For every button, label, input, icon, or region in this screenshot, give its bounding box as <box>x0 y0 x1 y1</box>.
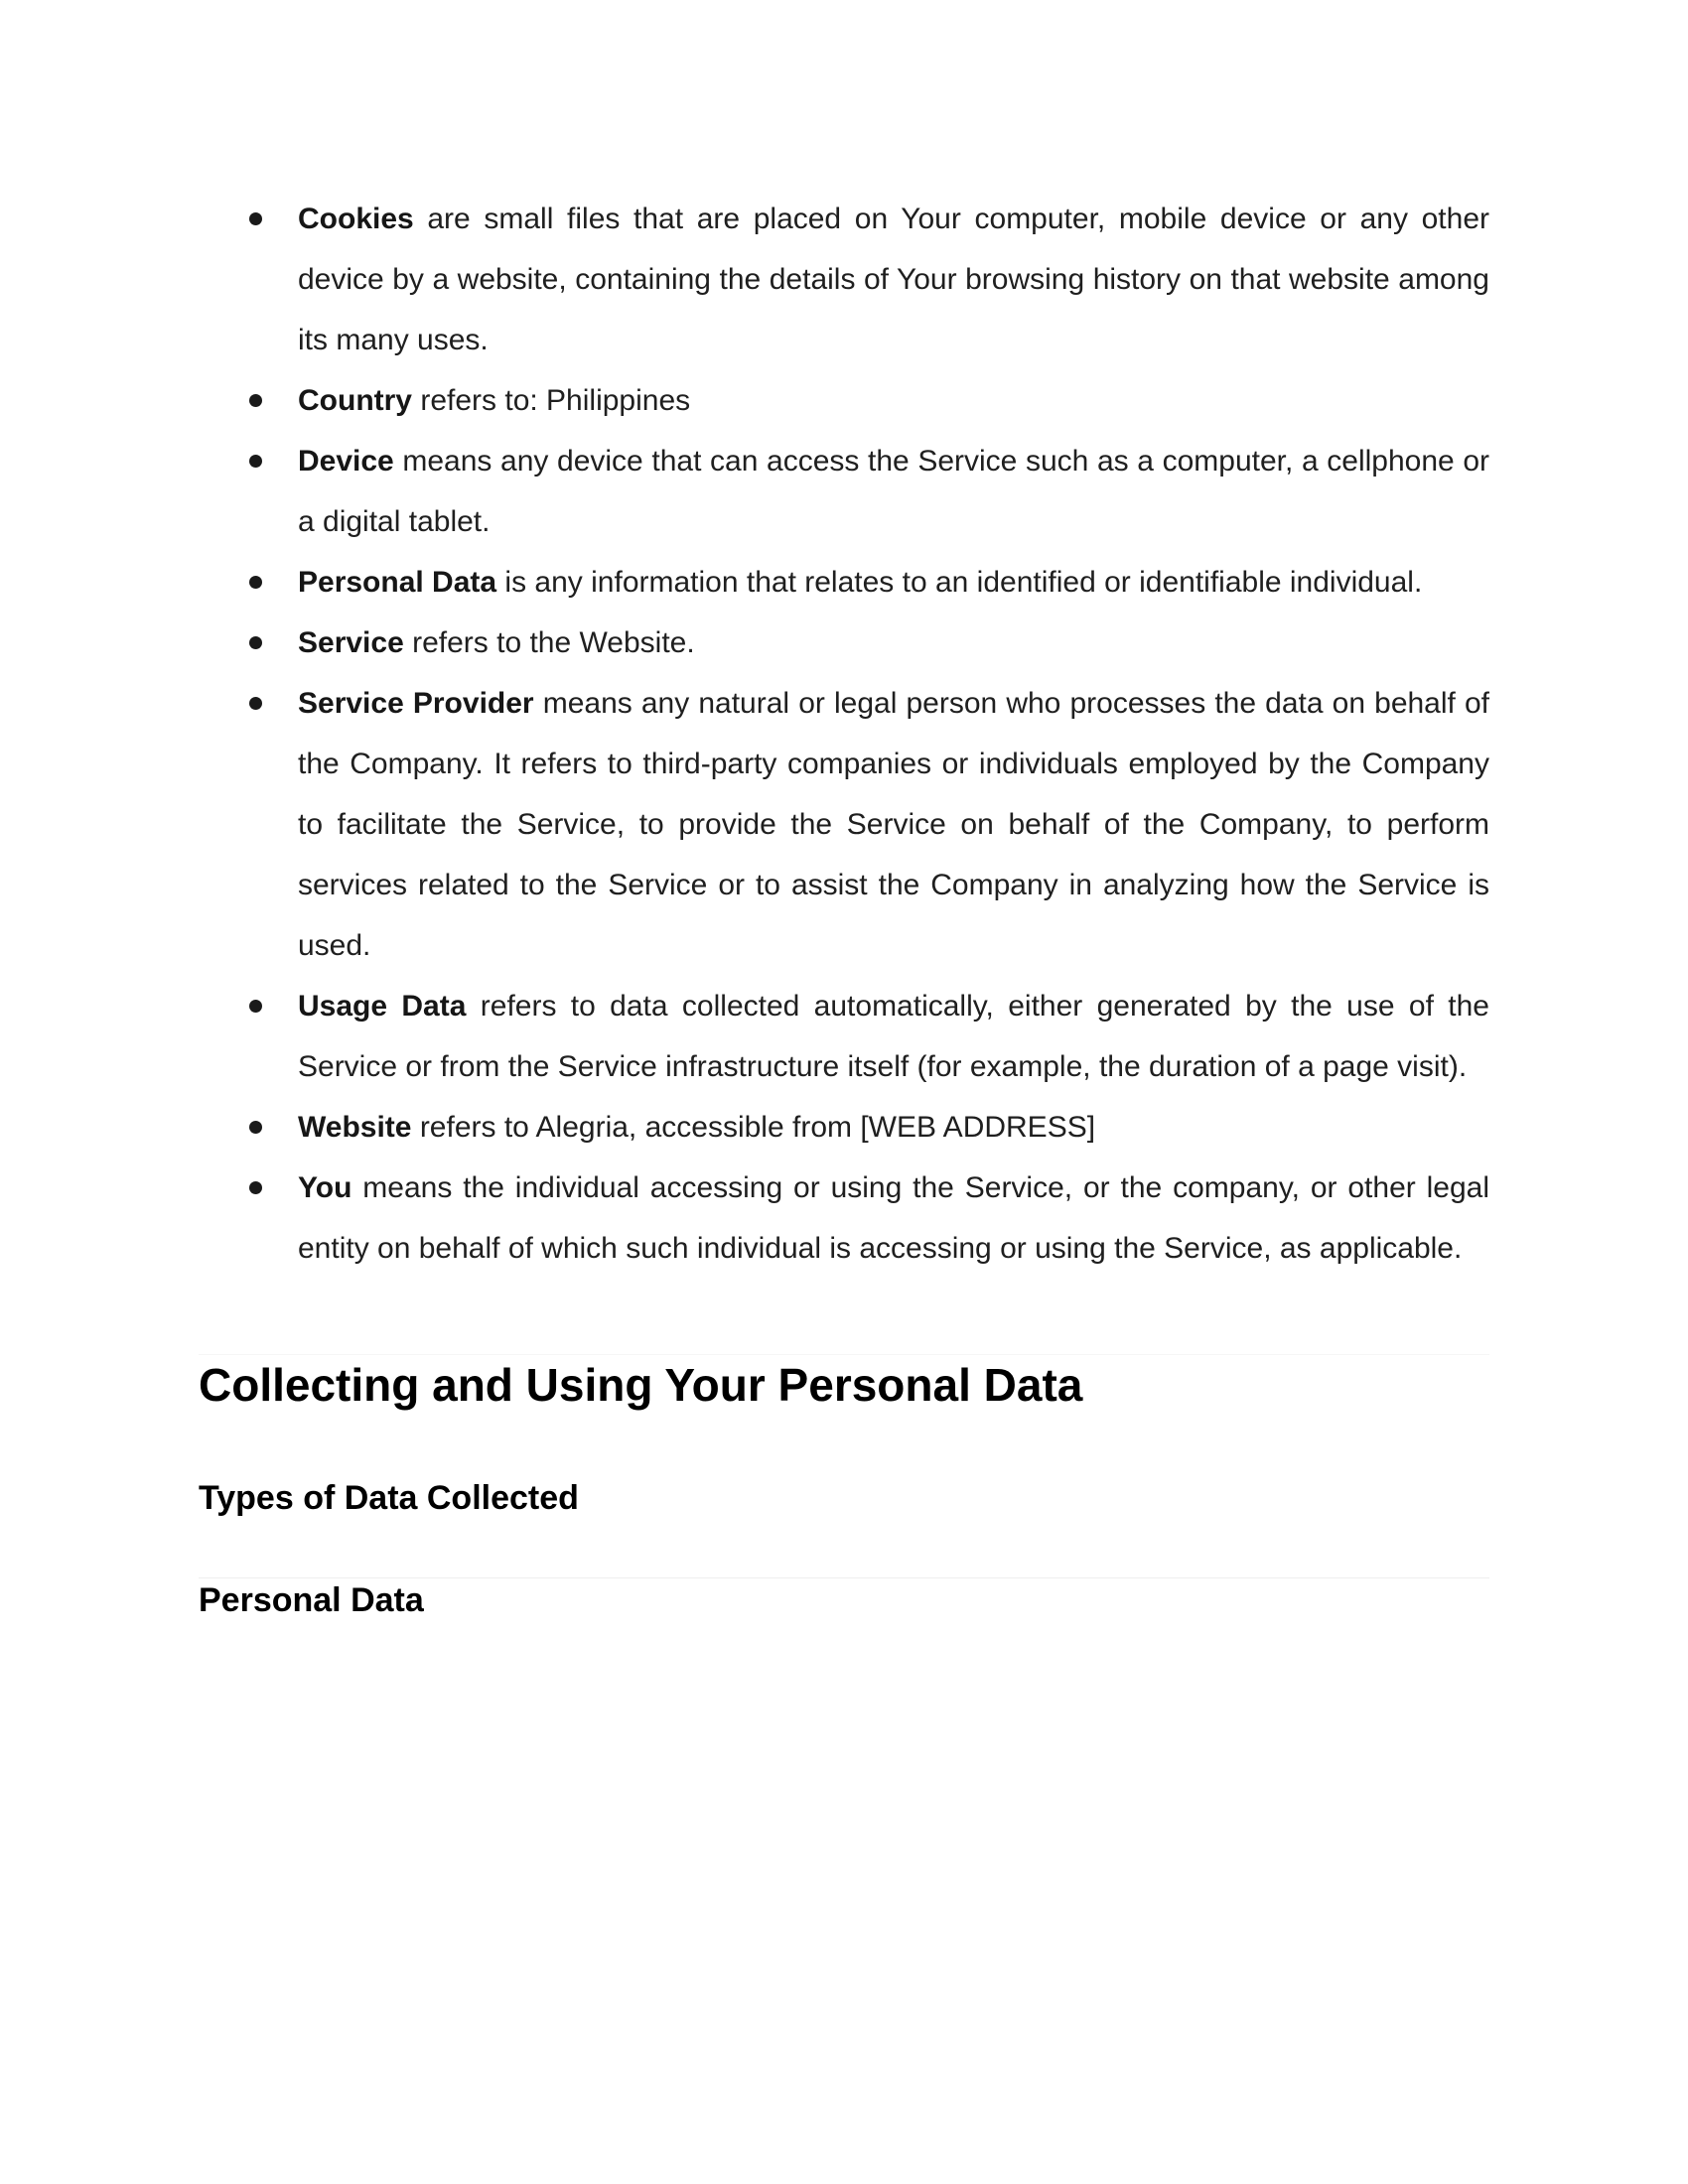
definition-term: Service <box>298 626 404 659</box>
definition-item-personal-data <box>298 552 1489 613</box>
definition-text: means any natural or legal person who processes the data on behalf of the Company. It refers to third-party companies or individuals employed by the Company to facilitate the Service, to provide the Service on behalf of the Company, to perform services related to the Service or to assist the Company in analyzing how the Service is used. <box>298 687 1490 962</box>
definition-text: refers to the Website. <box>403 626 695 659</box>
definition-item-service-provider <box>298 673 1489 976</box>
subsection-heading-types-of-data: Types of Data Collected <box>199 1479 579 1517</box>
definition-text: refers to data collected automatically, either generated by the use of the Service or from the Service infrastructure itself (for example, the duration of a page visit). <box>298 990 1489 1083</box>
definition-item-you <box>298 1158 1489 1279</box>
definition-text: are small files that are placed on Your computer, mobile device or any other device by a website, containing the details of Your browsing history on that website among its many uses. <box>298 203 1489 356</box>
definition-term: Usage Data <box>298 990 467 1023</box>
definition-term: Cookies <box>298 203 414 235</box>
definition-text: means any device that can access the Service such as a computer, a cellphone or a digital tablet. <box>298 445 1489 538</box>
definition-term: Personal Data <box>298 566 497 599</box>
definition-term: You <box>298 1171 352 1204</box>
definition-item-usage-data <box>298 976 1489 1097</box>
definition-term: Country <box>298 384 412 417</box>
definition-term: Device <box>298 445 394 478</box>
definition-term: Service Provider <box>298 687 534 720</box>
definition-text: refers to Alegria, accessible from [WEB ADDRESS] <box>411 1111 1096 1144</box>
definition-item-service <box>298 613 1489 673</box>
definition-text: is any information that relates to an identified or identifiable individual. <box>496 566 1423 599</box>
definition-item-website <box>298 1097 1489 1158</box>
definition-item-country <box>298 370 1489 431</box>
subsection-heading-personal-data: Personal Data <box>199 1577 1489 1622</box>
definition-item-cookies <box>298 189 1489 370</box>
definition-item-device <box>298 431 1489 552</box>
definition-term: Website <box>298 1111 412 1144</box>
definitions-list <box>199 189 1489 1279</box>
document-page <box>199 0 1489 1622</box>
definition-text: means the individual accessing or using the Service, or the company, or other legal entity on behalf of which such individual is accessing or using the Service, as applicable. <box>298 1171 1489 1265</box>
section-heading-collecting-data: Collecting and Using Your Personal Data <box>199 1354 1489 1415</box>
definition-text: refers to: Philippines <box>412 384 691 417</box>
